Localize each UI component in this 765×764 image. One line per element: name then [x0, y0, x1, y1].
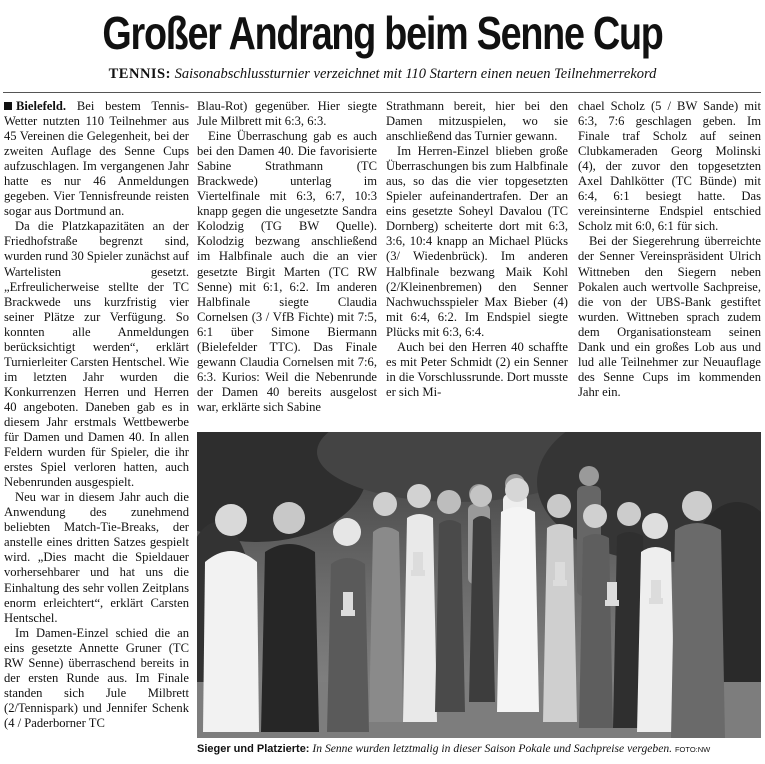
photo-illustration: [197, 432, 761, 738]
top-rule: [3, 92, 761, 93]
subheadline: [0, 66, 765, 83]
paragraph: Da die Platzkapazitäten an der Friedhofstraße begrenzt sind, wurden rund 30 Spieler zunächst auf Wartelisten gesetzt. „Erfreulicherweise stellte der TC Brackwede uns kurzfristig vier seiner Plätze zur Verfügung. So konnten alle Anmeldungen berücksichtigt werden“, erklärt Turnierleiter Carsten Hentschel. Wie im letzten Jahr wurden die Konkurrenzen Herren und Herren 40 angeboten. Daneben gab es in diesem Jahr erstmals Wettbewerbe für Damen und Damen 40. In allen Feldern wurden für Spieler, die ihr erstes Spiel verloren hatten, auch Nebenrunden ausgespielt.: [4, 219, 189, 490]
deck: Saisonabschlussturnier verzeichnet mit 110 Startern einen neuen Teilnehmerrekord: [174, 66, 657, 82]
kicker: TENNIS:: [108, 66, 171, 82]
article-column-3: [386, 99, 568, 421]
photo-credit: FOTO:NW: [674, 745, 711, 754]
paragraph: Im Damen-Einzel schied die an eins gesetzte Annette Gruner (TC RW Senne) überraschend bereits in der ersten Runde aus. Im Finale standen sich Jule Milbrett (2/Tennispark) und Jennifer Schenk (4 / Paderborner TC: [4, 625, 189, 730]
winners-group-photo: [197, 432, 761, 738]
paragraph: Strathmann bereit, hier bei den Damen mitzuspielen, wo sie anschließend das Turnier gewann.: [386, 99, 568, 144]
paragraph: Eine Überraschung gab es auch bei den Damen 40. Die favorisierte Sabine Strathmann (TC Brackwede) unterlag im Viertelfinale mit 6:3, 6:7, 10:3 knapp gegen die ungesetzte Sandra Kolodzig (TG BW Quelle). Kolodzig bezwang anschließend im Halbfinale auch die an vier gesetzte Birgit Marten (TC RW Senne) mit 6:1, 6:2. Im anderen Halbfinale siegte Claudia Cornelsen (3 / VfB Fichte) mit 7:5, 6:1 über Simone Biermann (Bielefelder TTC). Das Finale gewann Claudia Cornelsen mit 7:6, 6:3. Kurios: Weil die Nebenrunde der Damen 40 bereits ausgelost war, erklärte sich Sabine: [197, 129, 377, 414]
paragraph-text: Bei bestem Tennis-Wetter nutzten 110 Teilnehmer aus 45 Vereinen die Gelegenheit, bei der zweiten Auflage des Senne Cups aufzuschlagen. Im vergangenen Jahr hatte es nur 46 Anmeldungen gegeben. Vier Tennisfreunde reisten sogar aus Dortmund an.: [4, 99, 189, 219]
caption-label: Sieger und Platzierte:: [197, 743, 310, 755]
photo-caption: [197, 742, 761, 755]
paragraph: Bei der Siegerehrung überreichte der Senner Vereinspräsident Ulrich Wittneben den Siegern neben Pokalen auch wertvolle Sachpreise, die von der UBS-Bank gestiftet wurden. Wittneben sprach zudem dem Organisationsteam seinen Dank und ein großes Lob aus und lud alle Teilnehmer zur Neuauflage des Senne Cups im kommenden Jahr ein.: [578, 234, 761, 399]
dateline: Bielefeld.: [4, 99, 66, 113]
article-column-1: [4, 99, 189, 763]
paragraph: Auch bei den Herren 40 schaffte es mit Peter Schmidt (2) ein Senner in die Vorschlussrunde. Dort musste er sich Mi-: [386, 339, 568, 399]
caption-text: In Senne wurden letztmalig in dieser Saison Pokale und Sachpreise vergeben.: [312, 742, 673, 755]
paragraph: Blau-Rot) gegenüber. Hier siegte Jule Milbrett mit 6:3, 6:3.: [197, 99, 377, 129]
paragraph: Neu war in diesem Jahr auch die Anwendung des zunehmend beliebten Match-Tie-Breaks, der anstelle eines dritten Satzes gespielt wird. „Dies macht die Spieldauer vorhersehbarer und hat uns die Einhaltung des sehr vollen Zeitplans enorm erleichtert“, erklärt Carsten Hentschel.: [4, 490, 189, 625]
paragraph: chael Scholz (5 / BW Sande) mit 6:3, 7:6 geschlagen geben. Im Finale traf Scholz auf seinen Clubkameraden Georg Molinski (4), der zuvor den topgesetzten Axel Dahlkötter (TC Bünde) mit 6:4, 6:1 besiegt hatte. Das vereinsinterne Endspiel entschied Scholz mit 6:0, 6:1 für sich.: [578, 99, 761, 234]
article-column-4: [578, 99, 761, 421]
paragraph: [4, 99, 189, 219]
headline: Großer Andrang beim Senne Cup: [102, 7, 663, 59]
paragraph: Im Herren-Einzel blieben große Überraschungen bis zum Halbfinale aus, so das die vier topgesetzten Spieler aufeinandertrafen. Der an eins gesetzte Soheyl Davalou (TC Dornberg) scheiterte dort mit 6:3, 3:6, 10:4 knapp an Michael Plücks (3/ Wiedenbrück). Im anderen Halbfinale bezwang Maik Kohl (2/Kleinenbremen) den Senner Nachwuchsspieler Max Bieber (4) mit 6:4, 6:2. Im Endspiel siegte Plücks mit 6:3, 6:4.: [386, 144, 568, 339]
article-column-2: [197, 99, 377, 421]
